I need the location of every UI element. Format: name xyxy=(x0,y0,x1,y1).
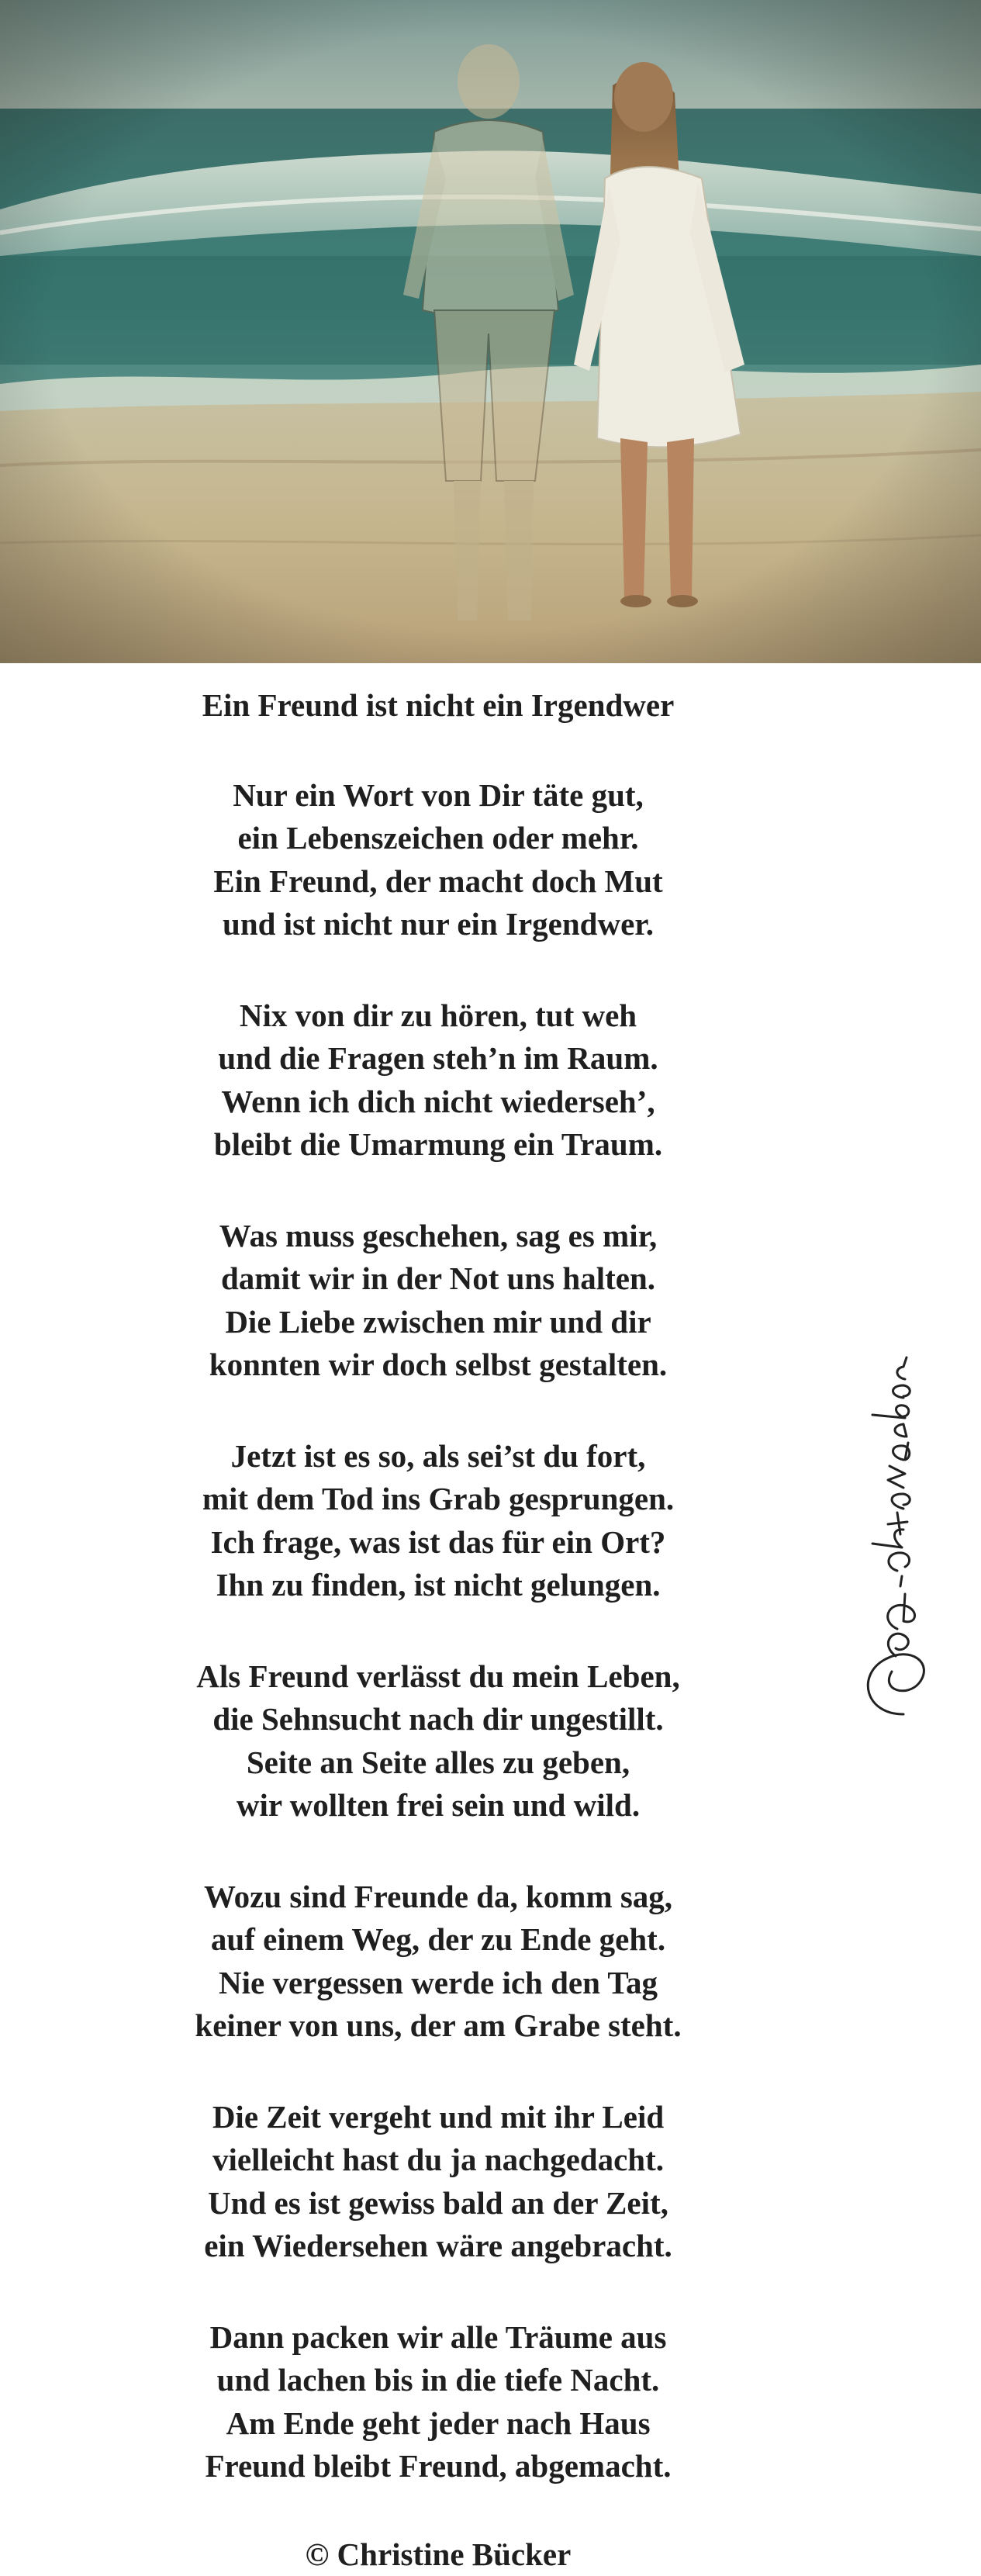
poem-line: und ist nicht nur ein Irgendwer. xyxy=(116,903,760,946)
poem-line: Jetzt ist es so, als sei’st du fort, xyxy=(116,1435,760,1478)
header-photo xyxy=(0,0,981,663)
poem-line: auf einem Weg, der zu Ende geht. xyxy=(116,1918,760,1962)
stanza-3 xyxy=(116,1215,760,1387)
stanza-2 xyxy=(116,994,760,1167)
poem-line: Was muss geschehen, sag es mir, xyxy=(116,1215,760,1258)
stanza-1 xyxy=(116,774,760,946)
poem-line: die Sehnsucht nach dir ungestillt. xyxy=(116,1698,760,1741)
poem-line: Nie vergessen werde ich den Tag xyxy=(116,1962,760,2005)
poem-line: mit dem Tod ins Grab gesprungen. xyxy=(116,1478,760,1521)
stanza-7 xyxy=(116,2096,760,2268)
poem-line: ein Wiedersehen wäre angebracht. xyxy=(116,2225,760,2268)
poem-line: und die Fragen steh’n im Raum. xyxy=(116,1037,760,1081)
beach-couple-illustration xyxy=(0,0,981,663)
poem-line: Dann packen wir alle Träume aus xyxy=(116,2316,760,2360)
poem-line: Nur ein Wort von Dir täte gut, xyxy=(116,774,760,818)
poem-line: Und es ist gewiss bald an der Zeit, xyxy=(116,2182,760,2225)
poem-line: Ihn zu finden, ist nicht gelungen. xyxy=(116,1564,760,1607)
handwritten-signature xyxy=(849,1350,958,1722)
stanza-6 xyxy=(116,1876,760,2048)
poem xyxy=(116,675,760,2576)
poem-line: Wozu sind Freunde da, komm sag, xyxy=(116,1876,760,1919)
poem-line: Die Zeit vergeht und mit ihr Leid xyxy=(116,2096,760,2139)
poem-line: vielleicht hast du ja nachgedacht. xyxy=(116,2139,760,2182)
poem-line: wir wollten frei sein und wild. xyxy=(116,1784,760,1827)
poem-line: Nix von dir zu hören, tut weh xyxy=(116,994,760,1038)
signature-logo xyxy=(849,1350,958,1722)
stanza-4 xyxy=(116,1435,760,1607)
poem-line: Die Liebe zwischen mir und dir xyxy=(116,1301,760,1344)
poem-line: konnten wir doch selbst gestalten. xyxy=(116,1343,760,1387)
poem-line: ein Lebenszeichen oder mehr. xyxy=(116,817,760,860)
poem-line: Seite an Seite alles zu geben, xyxy=(116,1741,760,1785)
poem-line: Wenn ich dich nicht wiederseh’, xyxy=(116,1081,760,1124)
poem-line: Ein Freund, der macht doch Mut xyxy=(116,860,760,904)
poem-line: bleibt die Umarmung ein Traum. xyxy=(116,1123,760,1167)
poem-line: Ich frage, was ist das für ein Ort? xyxy=(116,1521,760,1565)
poem-title: Ein Freund ist nicht ein Irgendwer xyxy=(116,684,760,728)
poem-line: damit wir in der Not uns halten. xyxy=(116,1257,760,1301)
stanza-8 xyxy=(116,2316,760,2488)
poem-line: und lachen bis in die tiefe Nacht. xyxy=(116,2359,760,2402)
poem-line: Am Ende geht jeder nach Haus xyxy=(116,2402,760,2446)
poem-line: keiner von uns, der am Grabe steht. xyxy=(116,2004,760,2048)
stanza-5 xyxy=(116,1655,760,1827)
poem-line: Freund bleibt Freund, abgemacht. xyxy=(116,2445,760,2488)
poem-line: Als Freund verlässt du mein Leben, xyxy=(116,1655,760,1699)
copyright-notice: © Christine Bücker xyxy=(116,2533,760,2576)
